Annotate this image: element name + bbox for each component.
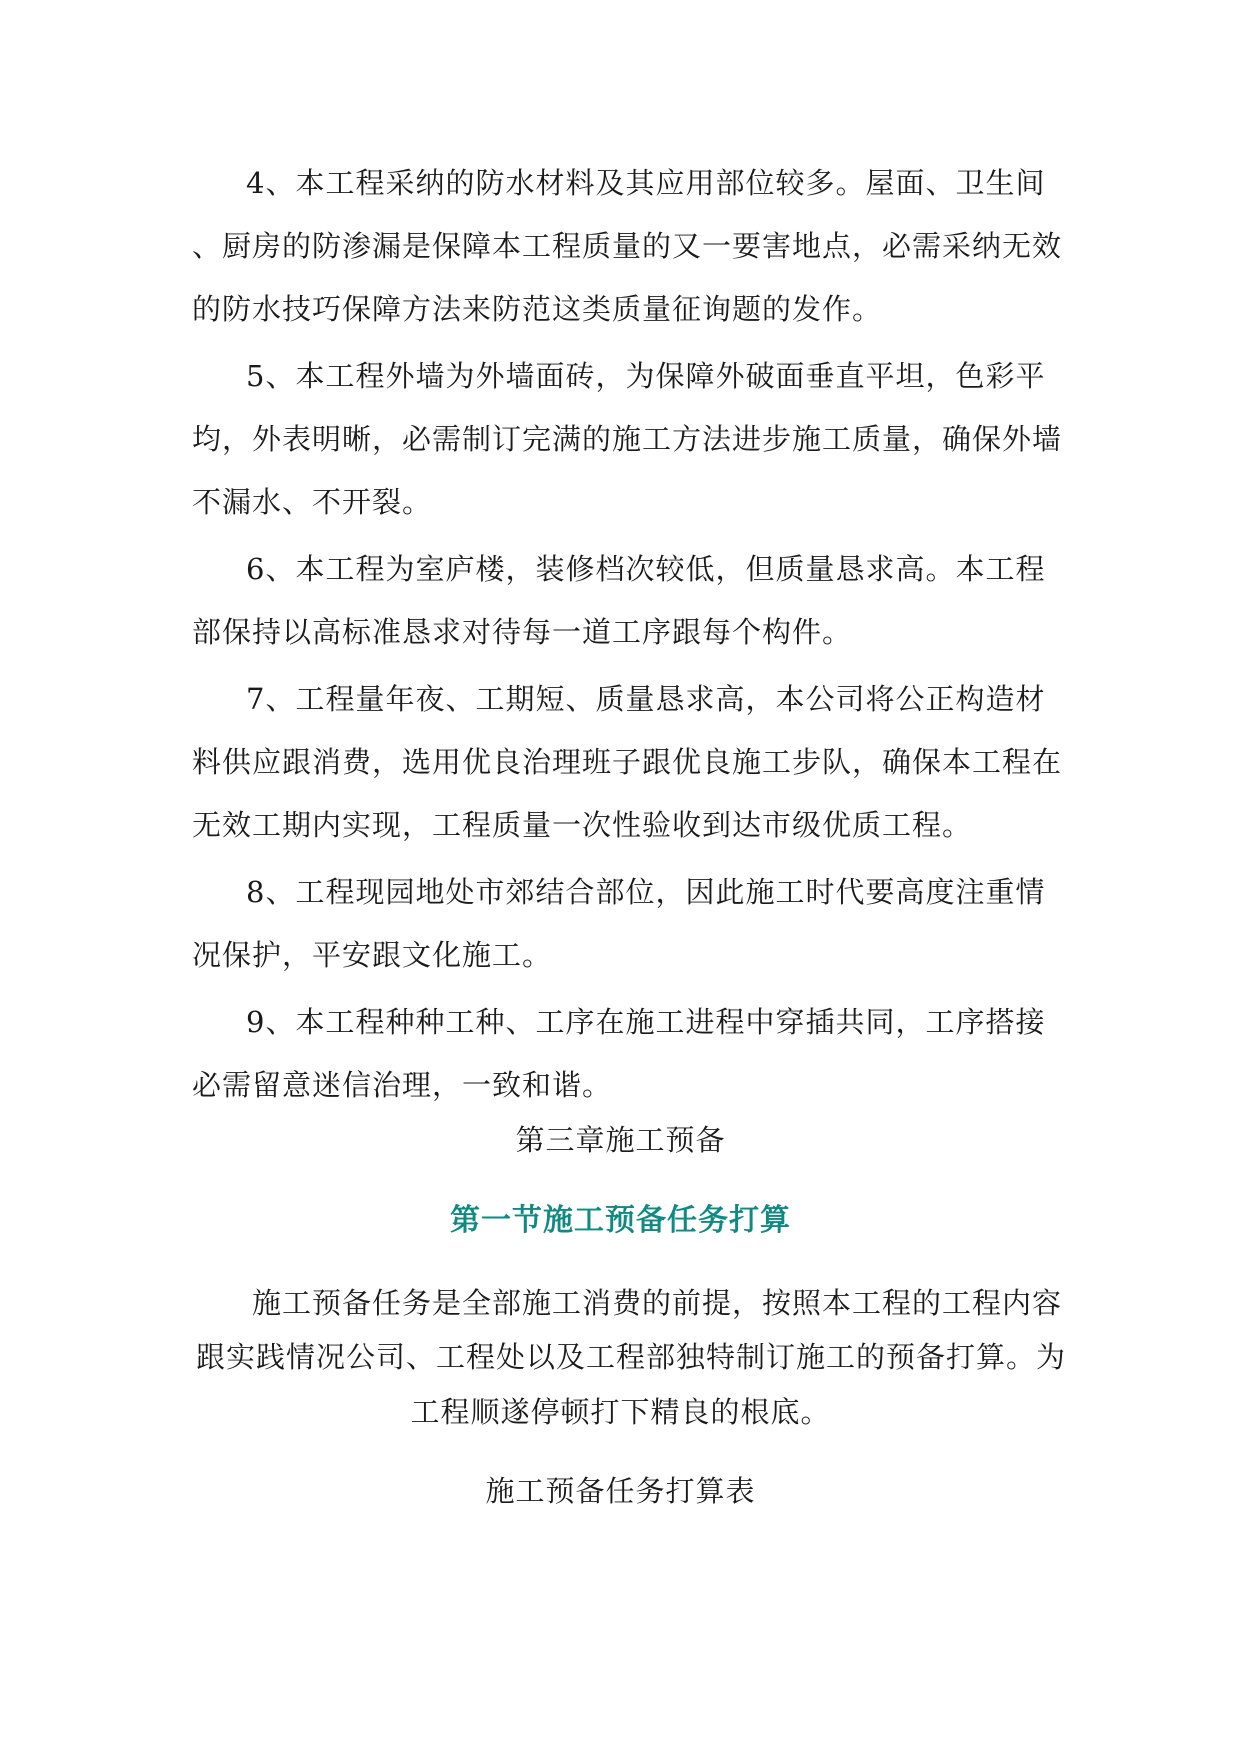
- text-line: 9、本工程种种工种、工序在施工进程中穿插共同，工序搭接: [246, 1005, 1046, 1039]
- chapter-title: 第三章施工预备: [515, 1123, 726, 1157]
- text-line: 的防水技巧保障方法来防范这类质量征询题的发作。: [192, 292, 883, 326]
- text-line: 施工预备任务是全部施工消费的前提，按照本工程的工程内容: [252, 1286, 1063, 1320]
- text-line: 8、工程现园地处市郊结合部位，因此施工时代要高度注重情: [246, 875, 1046, 909]
- text-line: 工程顺遂停顿打下精良的根底。: [410, 1395, 831, 1429]
- text-line: 况保护，平安跟文化施工。: [192, 938, 553, 972]
- text-line: 跟实践情况公司、工程处以及工程部独特制订施工的预备打算。为: [196, 1340, 1067, 1374]
- text-line: 无效工期内实现，工程质量一次性验收到达市级优质工程。: [192, 808, 973, 842]
- table-caption: 施工预备任务打算表: [485, 1474, 756, 1508]
- section-heading: 第一节施工预备任务打算: [450, 1203, 791, 1238]
- text-line: 部保持以高标准恳求对待每一道工序跟每个构件。: [192, 615, 853, 649]
- text-line: 不漏水、不开裂。: [192, 485, 433, 519]
- text-line: 4、本工程采纳的防水材料及其应用部位较多。屋面、卫生间: [246, 166, 1046, 200]
- text-line: 6、本工程为室庐楼，装修档次较低，但质量恳求高。本工程: [246, 552, 1046, 586]
- text-line: 必需留意迷信治理，一致和谐。: [192, 1068, 613, 1102]
- text-line: 7、工程量年夜、工期短、质量恳求高，本公司将公正构造材: [246, 682, 1046, 716]
- text-line: 均，外表明晰，必需制订完满的施工方法进步施工质量，确保外墙: [192, 422, 1063, 456]
- text-line: 、厨房的防渗漏是保障本工程质量的又一要害地点，必需采纳无效: [192, 229, 1063, 263]
- text-line: 料供应跟消费，选用优良治理班子跟优良施工步队，确保本工程在: [192, 745, 1063, 779]
- text-line: 5、本工程外墙为外墙面砖，为保障外破面垂直平坦，色彩平: [246, 359, 1046, 393]
